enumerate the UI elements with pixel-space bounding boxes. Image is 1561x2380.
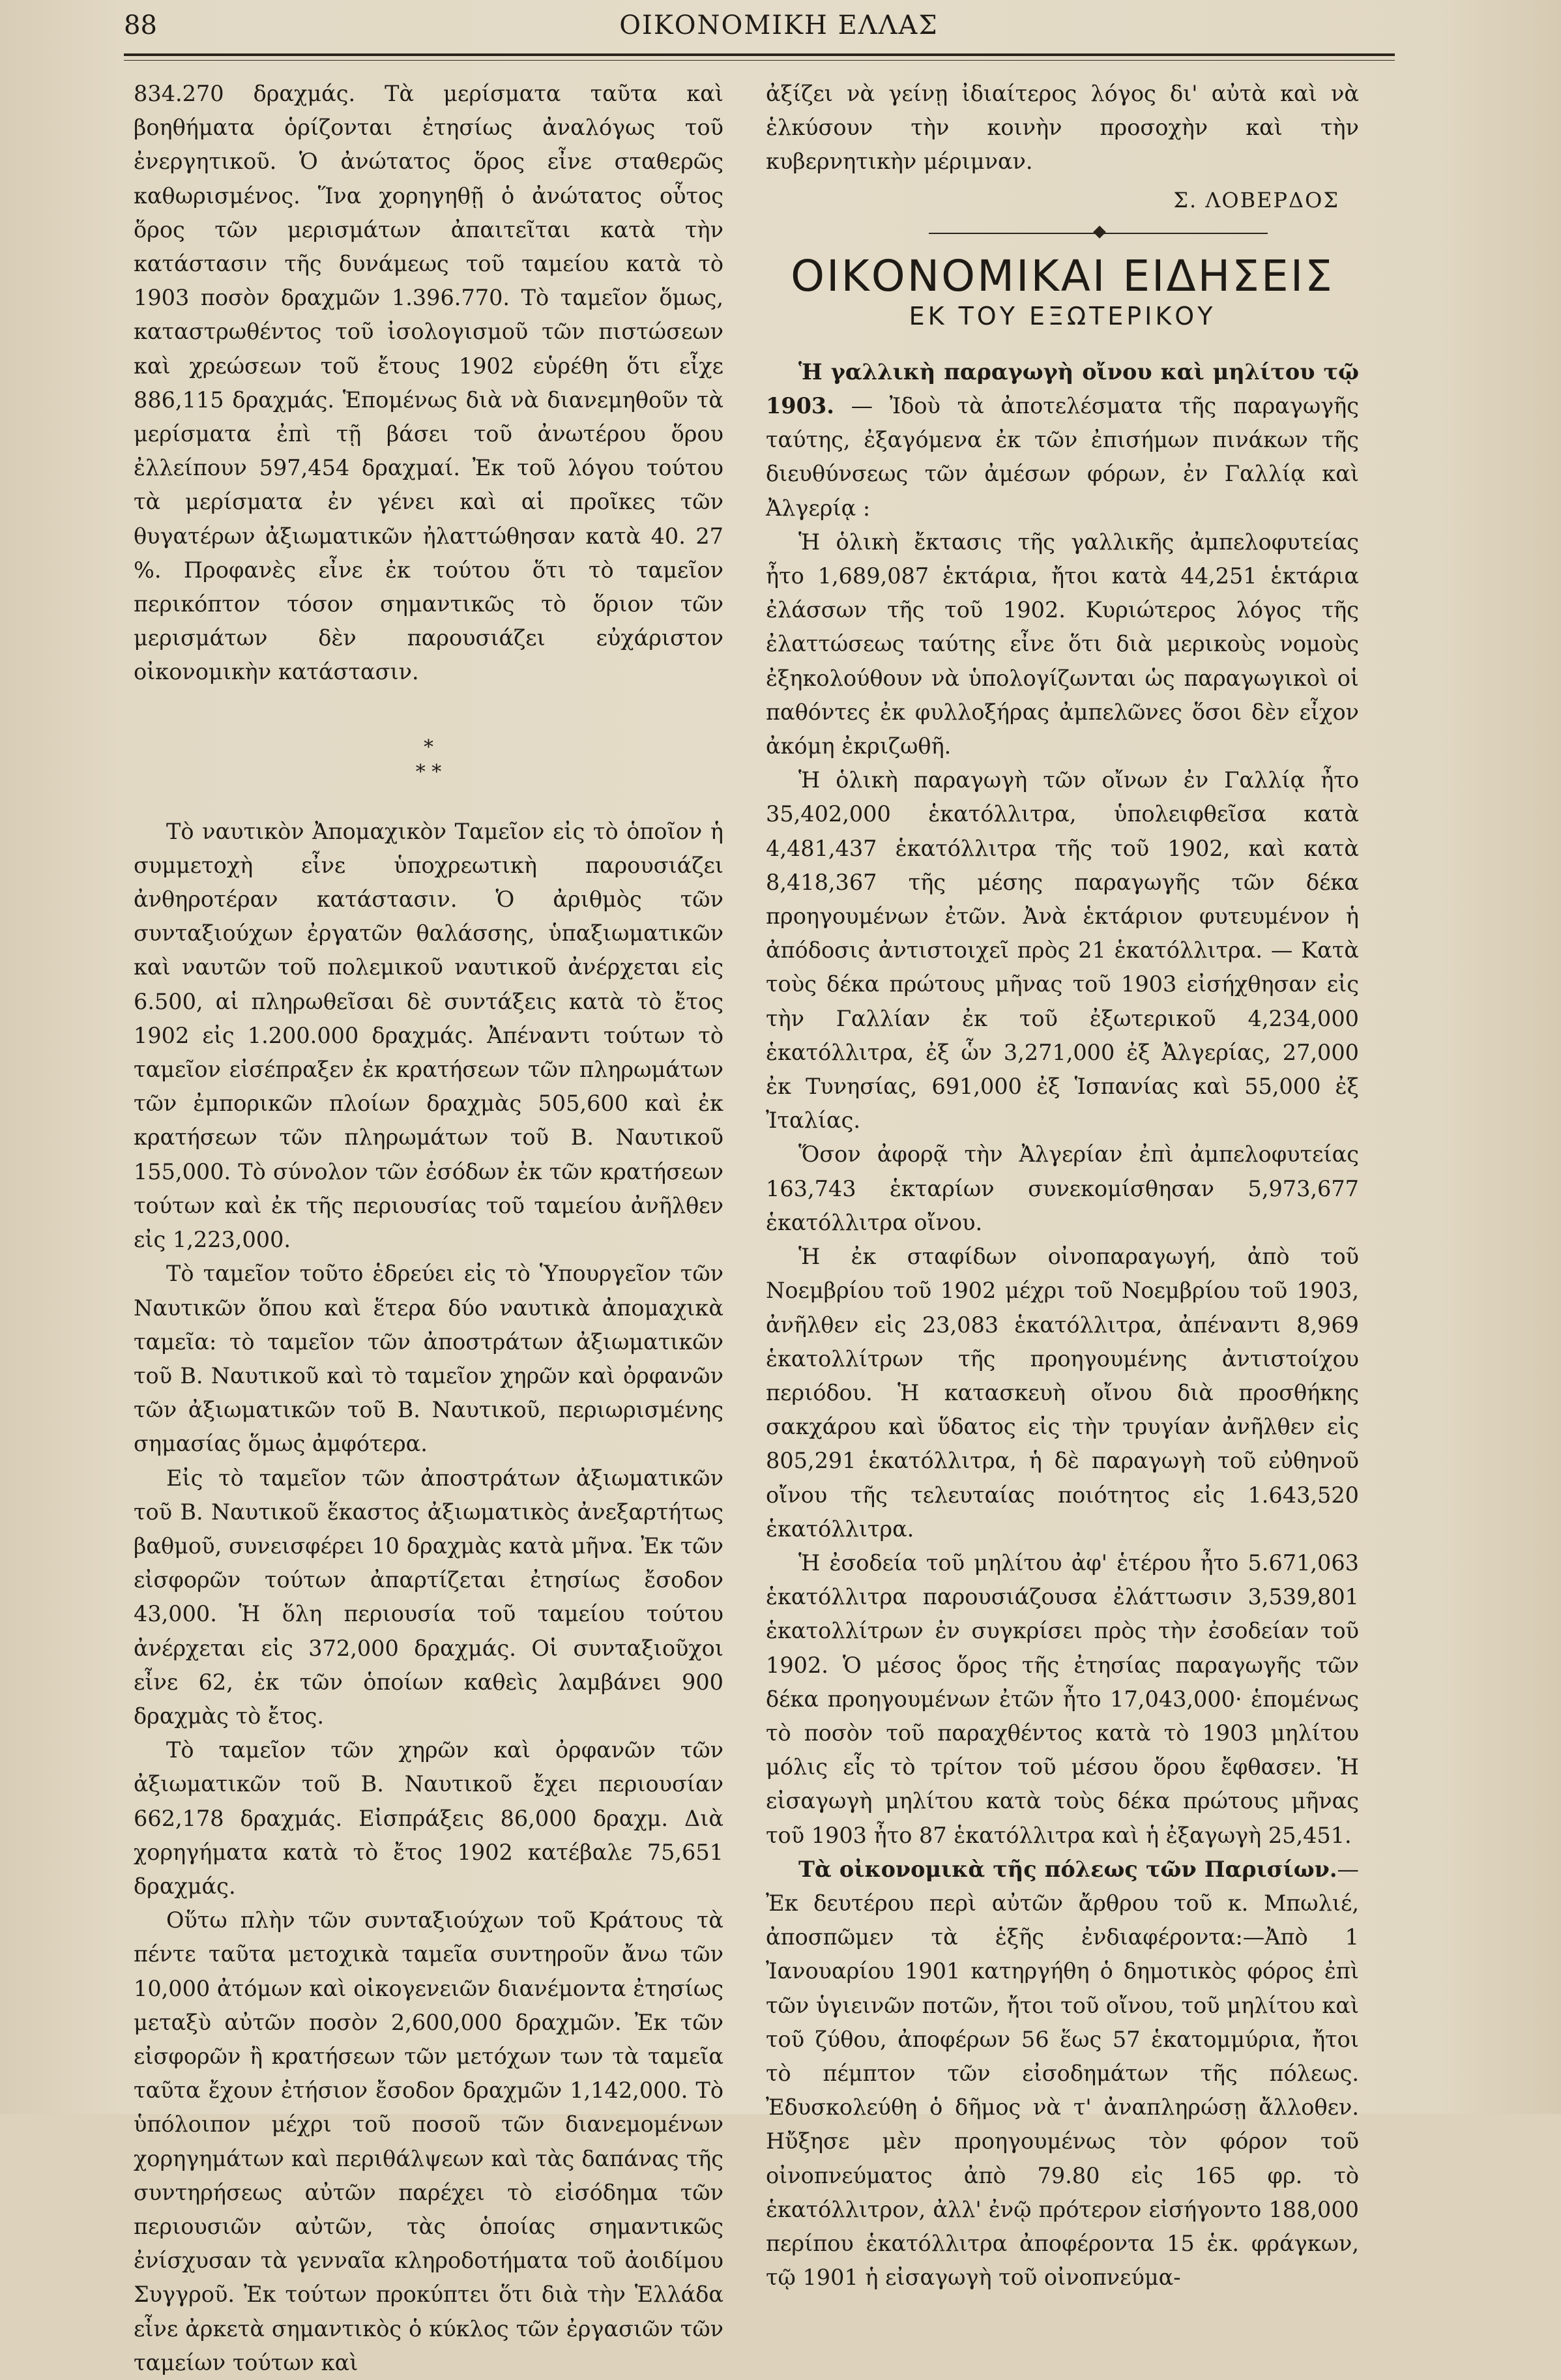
news-headline: Ἡ γαλλικὴ παραγωγὴ οἴνου καὶ μηλίτου τῷ 1903. (766, 359, 1359, 419)
paragraph: Ἡ ὁλικὴ ἔκτασις τῆς γαλλικῆς ἀμπελοφυτείας ἦτο 1,689,087 ἑκτάρια, ἤτοι κατὰ 44,251 ἑκτάρια ἐλάσσων τῆς τοῦ 1902. Κυριώτερος λόγος τῆς ἐλαττώσεως ταύτης εἶνε ὅτι διὰ μερικοὺς νομοὺς ἐξηκολούθουν νὰ ὑπολογίζωνται ὡς παραγωγικοὶ οἱ παθόντες ἐκ φυλλοξήρας ἀμπελῶνες ὅσοι δὲν εἶχον ἀκόμη ἐκριζωθῆ. (766, 529, 1359, 759)
paragraph: Οὕτω πλὴν τῶν συνταξιούχων τοῦ Κράτους τὰ πέντε ταῦτα μετοχικὰ ταμεῖα συντηροῦν ἄνω τῶν 10,000 ἀτόμων καὶ οἰκογενειῶν διανέμοντα ἐτησίως μεταξὺ αὐτῶν ποσὸν 2,600,000 δραχμῶν. Ἐκ τῶν εἰσφορῶν ἢ κρατήσεων τῶν μετόχων των τὰ ταμεῖα ταῦτα ἔχουν ἐτήσιον ἔσοδον δραχμῶν 1,142,000. Τὸ ὑπόλοιπον μέχρι τοῦ ποσοῦ τῶν διανεμομένων χορηγημάτων καὶ περιθάλψεων καὶ τὰς δαπάνας τῆς συντηρήσεως αὐτῶν παρέχει τὸ εἰσόδημα τῶν περιουσιῶν αὐτῶν, τὰς ὁποίας σημαντικῶς ἐνίσχυσαν τὰ γενναῖα κληροδοτήματα τοῦ ἀοιδίμου Συγγροῦ. Ἐκ τούτων προκύπτει ὅτι διὰ τὴν Ἑλλάδα εἶνε ἀρκετὰ σημαντικὸς ὁ κύκλος τῶν ἐργασιῶν τῶν ταμείων τούτων καὶ (134, 1907, 723, 2375)
paragraph: Εἰς τὸ ταμεῖον τῶν ἀποστράτων ἀξιωματικῶν τοῦ Β. Ναυτικοῦ ἕκαστος ἀξιωματικὸς ἀνεξαρτήτως βαθμοῦ, συνεισφέρει 10 δραχμὰς κατὰ μῆνα. Ἐκ τῶν εἰσφορῶν τούτων ἀπαρτίζεται ἐτησίως ἔσοδον 43,000. Ἡ ὅλη περιουσία τοῦ ταμείου τούτου ἀνέρχεται εἰς 372,000 δραχμάς. Οἱ συνταξιοῦχοι εἶνε 62, ἐκ τῶν ὁποίων καθεὶς λαμβάνει 900 δραχμὰς τὸ ἔτος. (134, 1465, 723, 1729)
author-signature: Σ. ΛΟΒΕΡΔΟΣ (1173, 187, 1339, 213)
page-number: 88 (124, 10, 157, 40)
paragraph: Ἡ ὁλικὴ παραγωγὴ τῶν οἴνων ἐν Γαλλίᾳ ἦτο 35,402,000 ἑκατόλλιτρα, ὑπολειφθεῖσα κατὰ 4,481,437 ἑκατόλλιτρα τῆς τοῦ 1902, καὶ κατὰ 8,418,367 τῆς μέσης παραγωγῆς τῶν δέκα προηγουμένων ἐτῶν. Ἀνὰ ἑκτάριον φυτευμένον ἡ ἀπόδοσις ἀντιστοιχεῖ πρὸς 21 ἑκατόλλιτρα. — Κατὰ τοὺς δέκα πρώτους μῆνας τοῦ 1903 εἰσήχθησαν εἰς τὴν Γαλλίαν ἐκ τοῦ ἐξωτερικοῦ 4,234,000 ἑκατόλλιτρα, ἐξ ὧν 3,271,000 ἐξ Ἀλγερίας, 27,000 ἐκ Τυνησίας, 691,000 ἐξ Ἱσπανίας καὶ 55,000 ἐξ Ἰταλίας. (766, 767, 1359, 1134)
news-item (766, 355, 1359, 525)
header-rule (124, 53, 1395, 61)
paragraph: ἀξίζει νὰ γείνῃ ἰδιαίτερος λόγος δι' αὐτὰ καὶ νὰ ἑλκύσουν τὴν κοινὴν προσοχὴν καὶ τὴν κυβερνητικὴν μέριμναν. (766, 81, 1359, 175)
paragraph: Τὸ ναυτικὸν Ἀπομαχικὸν Ταμεῖον εἰς τὸ ὁποῖον ἡ συμμετοχὴ εἶνε ὑποχρεωτικὴ παρουσιάζει ἀνθηροτέραν κατάστασιν. Ὁ ἀριθμὸς τῶν συνταξιούχων ἐργατῶν θαλάσσης, ὑπαξιωματικῶν καὶ ναυτῶν τοῦ πολεμικοῦ ναυτικοῦ ἀνέρχεται εἰς 6.500, αἱ πληρωθεῖσαι δὲ συντάξεις κατὰ τὸ ἔτος 1902 εἰς 1.200.000 δραχμάς. Ἀπέναντι τούτων τὸ ταμεῖον εἰσέπραξεν ἐκ κρατήσεων τῶν πληρωμάτων τῶν ἐμπορικῶν πλοίων δραχμὰς 505,600 καὶ ἐκ κρατήσεων τῶν πληρωμάτων τοῦ Β. Ναυτικοῦ 155,000. Τὸ σύνολον τῶν ἐσόδων ἐκ τῶν κρατήσεων τούτων καὶ ἐκ τῆς περιουσίας τοῦ ταμείου ἀνῆλθεν εἰς 1,223,000. (134, 818, 723, 1253)
paragraph: Τὸ ταμεῖον τῶν χηρῶν καὶ ὀρφανῶν τῶν ἀξιωματικῶν τοῦ Β. Ναυτικοῦ ἔχει περιουσίαν 662,178 δραχμάς. Εἰσπράξεις 86,000 δραχμ. Διὰ χορηγήματα κατὰ τὸ ἔτος 1902 κατέβαλε 75,651 δραχμάς. (134, 1737, 723, 1899)
right-column (766, 77, 1359, 2295)
divider-diamond (1093, 226, 1106, 239)
running-title: ΟΙΚΟΝΟΜΙΚΗ ΕΛΛΑΣ (619, 10, 939, 40)
section-title: ΟΙΚΟΝΟΜΙΚΑΙ ΕΙΔΗΣΕΙΣ (791, 250, 1334, 301)
news-body: —Ἐκ δευτέρου περὶ αὐτῶν ἄρθρου τοῦ κ. Μπωλιέ, ἀποσπῶμεν τὰ ἑξῆς ἐνδιαφέροντα:—Ἀπὸ 1 Ἰανουαρίου 1901 κατηργήθη ὁ δημοτικὸς φόρος ἐπὶ τῶν ὑγιεινῶν ποτῶν, ἤτοι τοῦ οἴνου, τοῦ μηλίτου καὶ τοῦ ζύθου, ἀποφέρων 56 ἕως 57 ἑκατομμύρια, ἤτοι τὸ πέμπτον τῶν εἰσοδημάτων τῆς πόλεως. Ἐδυσκολεύθη ὁ δῆμος νὰ τ' ἀναπληρώσῃ ἄλλοθεν. Ηὔξησε μὲν προηγουμένως τὸν φόρον τοῦ οἰνοπνεύματος ἀπὸ 79.80 εἰς 165 φρ. τὸ ἑκατόλλιτρον, ἀλλ' ἐνῷ πρότερον εἰσήγοντο 188,000 περίπου ἑκατόλλιτρα ἀποφέροντα 15 ἑκ. φράγκων, τῷ 1901 ἡ εἰσαγωγὴ τοῦ οἰνοπνεύμα- (766, 1856, 1359, 2291)
page-header (124, 7, 1434, 46)
paragraph: Τὸ ταμεῖον τοῦτο ἑδρεύει εἰς τὸ Ὑπουργεῖον τῶν Ναυτικῶν ὅπου καὶ ἕτερα δύο ναυτικὰ ἀπομαχικὰ ταμεῖα: τὸ ταμεῖον τῶν ἀποστράτων ἀξιωματικῶν τοῦ Β. Ναυτικοῦ καὶ τὸ ταμεῖον χηρῶν καὶ ὀρφανῶν τῶν ἀξιωματικῶν τοῦ Β. Ναυτικοῦ, περιωρισμένης σημασίας ὅμως ἀμφότερα. (134, 1261, 723, 1457)
asterism-top: * (424, 735, 433, 759)
asterism (134, 735, 723, 785)
left-column (134, 77, 723, 2380)
news-item (766, 1853, 1359, 2295)
paragraph: Ἡ ἐκ σταφίδων οἰνοπαραγωγή, ἀπὸ τοῦ Νοεμβρίου τοῦ 1902 μέχρι τοῦ Νοεμβρίου τοῦ 1903, ἀνῆλθεν εἰς 23,083 ἑκατόλλιτρα, ἀπέναντι 8,969 ἑκατολλίτρων τῆς προηγουμένης ἀντιστοίχου περιόδου. Ἡ κατασκευὴ οἴνου διὰ προσθήκης σακχάρου καὶ ὕδατος εἰς τὴν τρυγίαν ἀνῆλθεν εἰς 805,291 ἑκατόλλιτρα, ἡ δὲ παραγωγὴ τοῦ εὐθηνοῦ οἴνου τῆς τελευταίας ποιότητος εἰς 1.643,520 ἑκατόλλιτρα. (766, 1244, 1359, 1542)
news-body: — Ἰδοὺ τὰ ἀποτελέσματα τῆς παραγωγῆς ταύτης, ἐξαγόμενα ἐκ τῶν ἐπισήμων πινάκων τῆς διευθύνσεως τῶν ἀμέσων φόρων, ἐν Γαλλίᾳ καὶ Ἀλγερίᾳ : (766, 393, 1359, 521)
asterism-bottom: * * (415, 760, 442, 784)
news-headline: Τὰ οἰκονομικὰ τῆς πόλεως τῶν Παρισίων. (798, 1856, 1337, 1882)
section-divider (766, 217, 1359, 246)
paragraph: 834.270 δραχμάς. Τὰ μερίσματα ταῦτα καὶ βοηθήματα ὁρίζονται ἐτησίως ἀναλόγως τοῦ ἐνεργητικοῦ. Ὁ ἀνώτατος ὅρος εἶνε σταθερῶς καθωρισμένος. Ἵνα χορηγηθῇ ὁ ἀνώτατος οὗτος ὅρος τῶν μερισμάτων ἀπαιτεῖται κατὰ τὴν κατάστασιν τῆς δυνάμεως τοῦ ταμείου κατὰ τὸ 1903 ποσὸν δραχμῶν 1.396.770. Τὸ ταμεῖον ὅμως, καταστρωθέντος τοῦ ἰσολογισμοῦ τῶν πιστώσεων καὶ χρεώσεων τοῦ ἔτους 1902 εὑρέθη ὅτι εἶχε 886,115 δραχμάς. Ἑπομένως διὰ νὰ διανεμηθοῦν τὰ μερίσματα ἐπὶ τῇ βάσει τοῦ ἀνωτέρου ὅρου ἐλλείπουν 597,454 δραχμαί. Ἐκ τοῦ λόγου τούτου τὰ μερίσματα ἐν γένει καὶ αἱ προῖκες τῶν θυγατέρων ἀξιωματικῶν ἠλαττώθησαν κατὰ 40. 27 %. Προφανὲς εἶνε ἐκ τούτου ὅτι τὸ ταμεῖον περικόπτον τόσον σημαντικῶς τὸ ὅριον τῶν μερισμάτων δὲν παρουσιάζει εὐχάριστον οἰκονομικὴν κατάστασιν. (134, 81, 723, 685)
paragraph: Ὅσον ἀφορᾷ τὴν Ἀλγερίαν ἐπὶ ἀμπελοφυτείας 163,743 ἑκταρίων συνεκομίσθησαν 5,973,677 ἑκατόλλιτρα οἴνου. (766, 1141, 1359, 1235)
section-subtitle: ΕΚ ΤΟΥ ΕΞΩΤΕΡΙΚΟΥ (909, 301, 1216, 331)
paragraph: Ἡ ἐσοδεία τοῦ μηλίτου ἀφ' ἑτέρου ἦτο 5.671,063 ἑκατόλλιτρα παρουσιάζουσα ἐλάττωσιν 3,539,801 ἑκατολλίτρων ἐν συγκρίσει πρὸς τὴν ἐσοδείαν τοῦ 1902. Ὁ μέσος ὅρος τῆς ἐτησίας παραγωγῆς τῶν δέκα προηγουμένων ἐτῶν ἦτο 17,043,000· ἑπομένως τὸ ποσὸν τοῦ παραχθέντος κατὰ τὸ 1903 μηλίτου μόλις εἶς τὸ τρίτον τοῦ μέσου ὅρου ἔφθασεν. Ἡ εἰσαγωγὴ μηλίτου κατὰ τοὺς δέκα πρώτους μῆνας τοῦ 1903 ἦτο 87 ἑκατόλλιτρα καὶ ἡ ἐξαγωγὴ 25,451. (766, 1550, 1359, 1848)
